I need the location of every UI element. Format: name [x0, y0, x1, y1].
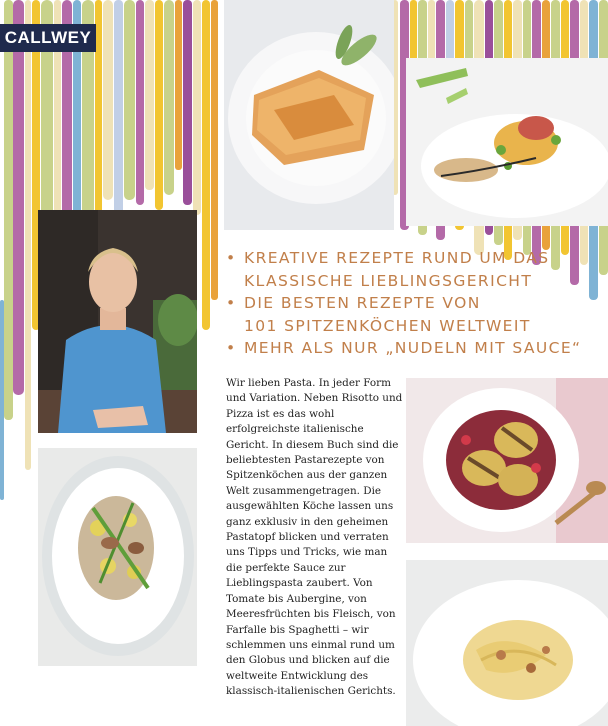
ravioli-dessert-photo	[406, 378, 608, 543]
headline-bullet	[226, 337, 606, 360]
bullet-text: KREATIVE REZEPTE RUND UM DAS KLASSISCHE LIEBLINGSGERICHT	[244, 249, 550, 290]
lasagna-photo	[224, 0, 394, 230]
bullet-marker: •	[226, 294, 237, 312]
tagliatelle-plate-photo	[406, 560, 608, 726]
publisher-logo: CALLWEY	[0, 24, 96, 52]
bullet-text: DIE BESTEN REZEPTE VON 101 SPITZENKÖCHEN WELTWEIT	[244, 294, 531, 335]
chef-portrait-photo	[38, 210, 197, 433]
plated-pasta-photo	[406, 58, 608, 226]
gnocchi-plate-photo	[38, 448, 197, 666]
book-description-text: Wir lieben Pasta. In jeder Form und Variation. Neben Risotto und Pizza ist es das wohl erfolgreichste italienische Gericht. In diesem Buch sind die beliebtesten Pastarezepte von Spitzenköchen aus der ganzen Welt zusammengetragen. Die ausgewählten Köche lassen uns ganz exklusiv in den geheimen Pastatopf blicken und verraten uns Tipps und Tricks, wie man die perfekte Sauce zur Lieblingspasta zaubert. Von Tomate bis Aubergine, von Meeresfrüchten bis Fleisch, von Farfalle bis Spaghetti – wir schlemmen uns einmal rund um den Globus und blicken auf die weltweite Entwicklung des klassisch-italienischen Gerichts.	[226, 377, 403, 698]
headline-bullet	[226, 247, 606, 292]
bullet-text: MEHR ALS NUR „NUDELN MIT SAUCE“	[244, 339, 582, 357]
bullet-marker: •	[226, 249, 237, 267]
headline-bullet-list	[226, 247, 606, 360]
bullet-marker: •	[226, 339, 237, 357]
headline-bullet	[226, 292, 606, 337]
